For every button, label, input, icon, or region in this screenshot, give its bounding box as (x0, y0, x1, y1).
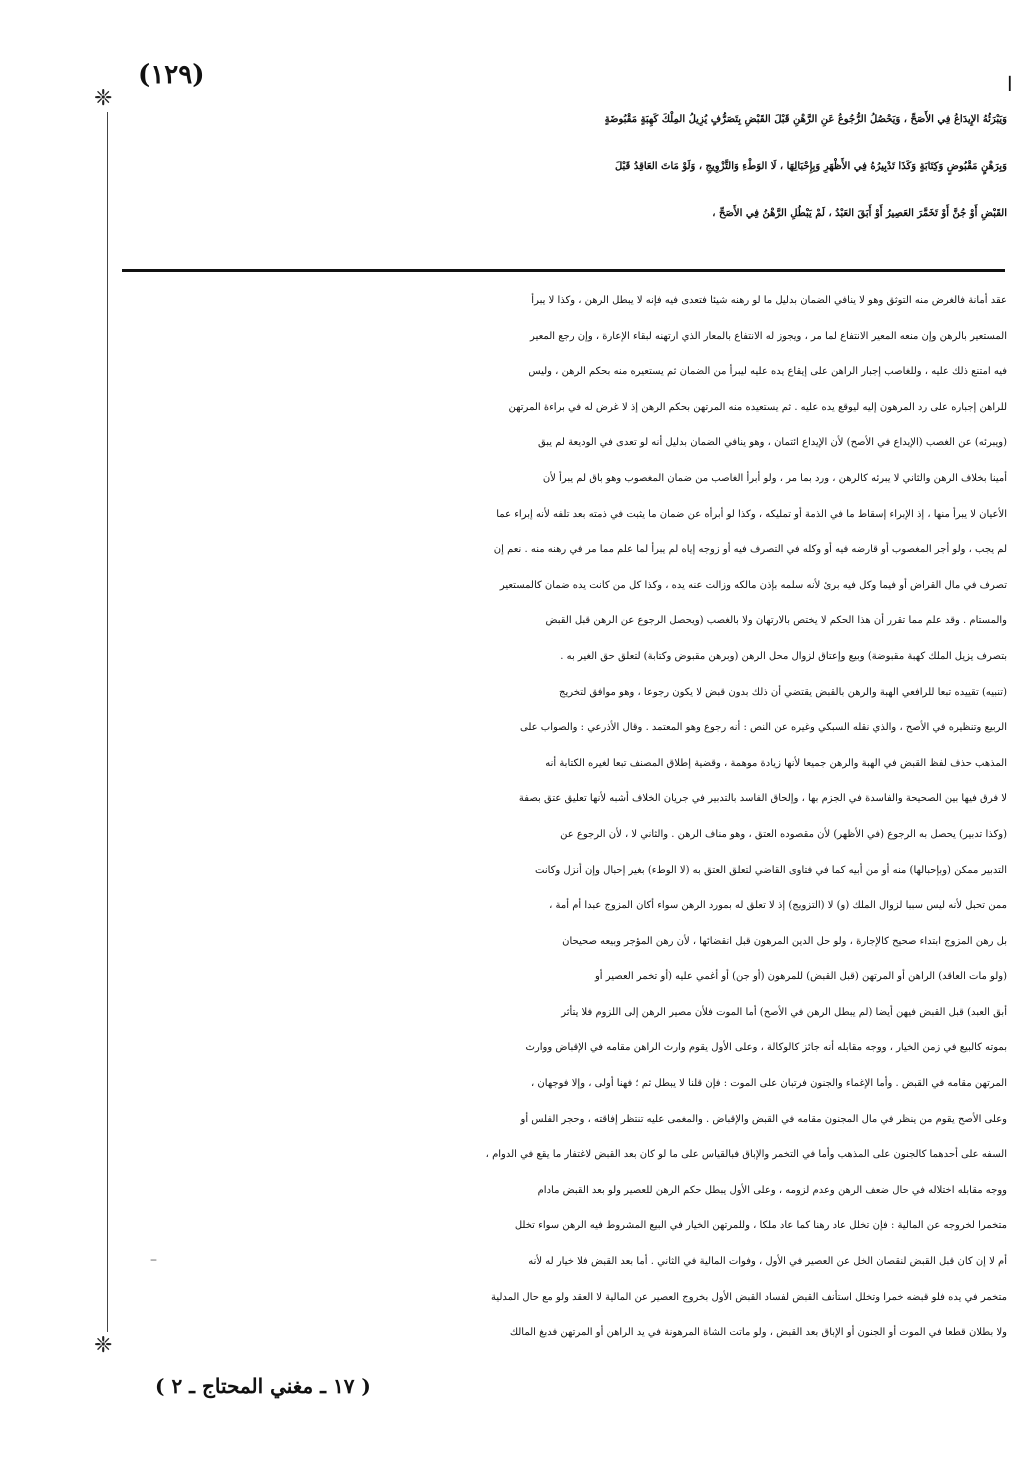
commentary-line: تصرف في مال القراض أو فيما وكل فيه برئ لأنه سلمه بإذن مالكه وزالت عنه يده ، وكذا كل من كانت يده ضمان كالمستعير (499, 579, 1007, 591)
ornament-bottom-icon: ❈ (94, 1333, 113, 1358)
commentary-line: أبق العبد) قبل القبض فيهن أيضا (لم يبطل الرهن في الأصح) أما الموت فلأن مصير الرهن إلى اللزوم فلا يتأثر (561, 1006, 1007, 1018)
footer-signature: ( ١٧ ـ مغني المحتاج ـ ٢ ) (155, 1374, 371, 1398)
commentary-line: المرتهن مقامه في القبض . وأما الإغماء والجنون فرتبان على الموت : فإن قلنا لا يبطل ثم ؛ فهنا أولى ، وإلا فوجهان ، (531, 1078, 1007, 1090)
commentary-line: ووجه مقابله اختلاله في حال ضعف الرهن وعدم لزومه ، وعلى الأول يبطل حكم الرهن للعصير ولو بعد القبض مادام (537, 1184, 1007, 1196)
commentary-line: للراهن إجباره على رد المرهون إليه ليوقع يده عليه . ثم يستعيده منه المرتهن بحكم الرهن إذ لا غرض له في براءة المرتهن (508, 401, 1007, 413)
commentary-line: (وكذا تدبير) يحصل به الرجوع (في الأظهر) لأن مقصوده العتق ، وهو مناف الرهن . والثاني لا ، لأن الرجوع عن (560, 828, 1007, 840)
ornament-top-icon: ❈ (94, 86, 113, 111)
commentary-line: متخمر في يده فلو قبضه خمرا وتخلل استأنف القبض لفساد القبض الأول بخروج العصير عن المالية لا العقد ولو مع حال المدلية (490, 1291, 1007, 1303)
corner-mark: ا (1007, 72, 1013, 96)
commentary-line: التدبير ممكن (وبإحبالها) منه أو من أبيه كما في فتاوى القاضي لتعلق العتق به (لا الوطء) بغير إحبال وإن أنزل وكانت (535, 864, 1007, 876)
commentary-line: (ولو مات العاقد) الراهن أو المرتهن (قبل القبض) للمرهون (أو جن) أو أغمي عليه (أو تخمر العصير أو (594, 971, 1007, 983)
commentary-line: فيه امتنع ذلك عليه ، وللغاصب إجبار الراهن على إيقاع يده عليه ليبرأ من الضمان ثم يستعيره منه بحكم الرهن ، وليس (528, 366, 1007, 378)
main-text-line: القَبْضِ أَوْ جُنَّ أَوْ تَخَمَّرَ العَصِيرُ أَوْ أَبَقَ العَبْدُ ، لَمْ يَبْطُلِ الرَّهْنُ فِي الأَصَحِّ ، (712, 208, 1007, 219)
commentary (122, 283, 1007, 1351)
main-text (122, 96, 1007, 237)
commentary-line: متخمرا لخروجه عن المالية : فإن تخلل عاد رهنا كما عاد ملكا ، وللمرتهن الخيار في البيع المشروط فيه الرهن سواء تخلل (514, 1220, 1007, 1232)
main-text-line: وَيَبْرَئُهُ الإِيدَاعُ فِي الأَصَحِّ ، وَيَحْصُلُ الرُّجُوعُ عَنِ الرَّهْنِ قَبْلَ القَبْضِ بِتَصَرُّفٍ يُزِيلُ المِلْكَ كَهِبَةٍ مَقْبُوضَةٍ (604, 114, 1007, 125)
commentary-line: عقد أمانة فالغرض منه التوثق وهو لا ينافي الضمان بدليل ما لو رهنه شيئا فتعدى فيه فإنه لا يبطل الرهن ، وكذا لا يبرأ (531, 295, 1007, 306)
commentary-line: السفه على أحدهما كالجنون على المذهب وأما في التخمر والإباق فبالقياس على ما لو كان بعد القبض لاغتفار ما يقع في الدوام ، (485, 1149, 1007, 1161)
commentary-line: الأعيان لا يبرأ منها ، إذ الإبراء إسقاط ما في الذمة أو تمليكه ، وكذا لو أبرأه عن ضمان ما يثبت في ذمته بعد تلفه لأنه إبراء عما (496, 508, 1007, 520)
commentary-line: المستعير بالرهن وإن منعه المعير الانتفاع لما مر ، ويجوز له الانتفاع بالمعار الذي ارتهنه لبقاء الإعارة ، وإن رجع المعير (530, 330, 1007, 342)
commentary-line: لم يجب ، ولو أجر المغصوب أو قارضه فيه أو وكله في التصرف فيه أو زوجه إياه لم يبرأ لما علم مما مر في رهنه منه . نعم إن (493, 544, 1007, 556)
commentary-line: بموته كالبيع في زمن الخيار ، ووجه مقابله أنه جائز كالوكالة ، وعلى الأول يقوم وارث الراهن مقامه في الإقباض ووارث (525, 1042, 1007, 1054)
commentary-line: المذهب حذف لفظ القبض في الهبة والرهن جميعا لأنها زيادة موهمة ، وقضية إطلاق المصنف تبعا لغيره الكتابة أنه (545, 757, 1007, 769)
commentary-line: أم لا إن كان قبل القبض لنقصان الخل عن العصير في الأول ، وفوات المالية في الثاني . أما بعد القبض فلا خيار له لأنه (528, 1256, 1007, 1268)
page-number: (١٢٩) (138, 60, 205, 90)
commentary-line: بل رهن المزوج ابتداء صحيح كالإجارة ، ولو حل الدين المرهون قبل انقضائها ، لأن رهن المؤجر وبيعه صحيحان (562, 935, 1007, 947)
commentary-line: بتصرف يزيل الملك كهبة مقبوضة) وبيع وإعتاق لزوال محل الرهن (وبرهن مقبوض وكتابة) لتعلق حق الغير به . (560, 650, 1007, 662)
commentary-line: (تنبيه) تقييده تبعا للرافعي الهبة والرهن بالقبض يقتضي أن ذلك بدون قبض لا يكون رجوعا ، وهو موافق لتخريج (559, 686, 1007, 698)
commentary-line: ولا بطلان قطعا في الموت أو الجنون أو الإباق بعد القبض ، ولو ماتت الشاة المرهونة في يد الراهن أو المرتهن فدبغ المالك (509, 1327, 1007, 1339)
frame-line (107, 112, 108, 1332)
margin-tick: – (150, 1252, 157, 1268)
main-text-line: وَبِرَهْنٍ مَقْبُوضٍ وَكِتَابَةٍ وَكَذَا تَدْبِيرُهُ فِي الأَظْهَرِ وَبِإِحْبَالِهَا ، لَا الوَطْءِ وَالتَّزْوِيجِ ، وَلَوْ مَاتَ العَاقِدُ قَبْلَ (614, 161, 1007, 172)
commentary-line: (ويبرئه) عن الغصب (الإيداع في الأصح) لأن الإيداع ائتمان ، وهو ينافي الضمان بدليل أنه لو تعدى في الوديعة لم يبق (537, 437, 1007, 449)
commentary-line: أمينا بخلاف الرهن والثاني لا يبرئه كالرهن ، ورد بما مر ، ولو أبرأ الغاصب من ضمان المغصوب وهو باق لم يبرأ لأن (542, 472, 1007, 484)
commentary-line: الربيع وتنظيره في الأصح ، والذي نقله السبكي وغيره عن النص : أنه رجوع وهو المعتمد . وقال الأذرعي : والصواب على (520, 722, 1007, 734)
separator-rule (122, 269, 1005, 272)
commentary-line: والمستام . وقد علم مما تقرر أن هذا الحكم لا يختص بالارتهان ولا بالغصب (ويحصل الرجوع عن الرهن قبل القبض (545, 615, 1007, 627)
commentary-line: لا فرق فيها بين الصحيحة والفاسدة في الجزم بها ، وإلحاق الفاسد بالتدبير في جريان الخلاف أشبه لأنها تعليق عتق بصفة (518, 793, 1007, 805)
commentary-line: ممن تحبل لأنه ليس سببا لزوال الملك (و) لا (التزويج) إذ لا تعلق له بمورد الرهن سواء أكان المزوج عبدا أم أمة ، (549, 900, 1007, 912)
commentary-line: وعلى الأصح يقوم من ينظر في مال المجنون مقامه في القبض والإقباض . والمغمى عليه تنتظر إفاقته ، وحجر الفلس أو (520, 1113, 1007, 1125)
